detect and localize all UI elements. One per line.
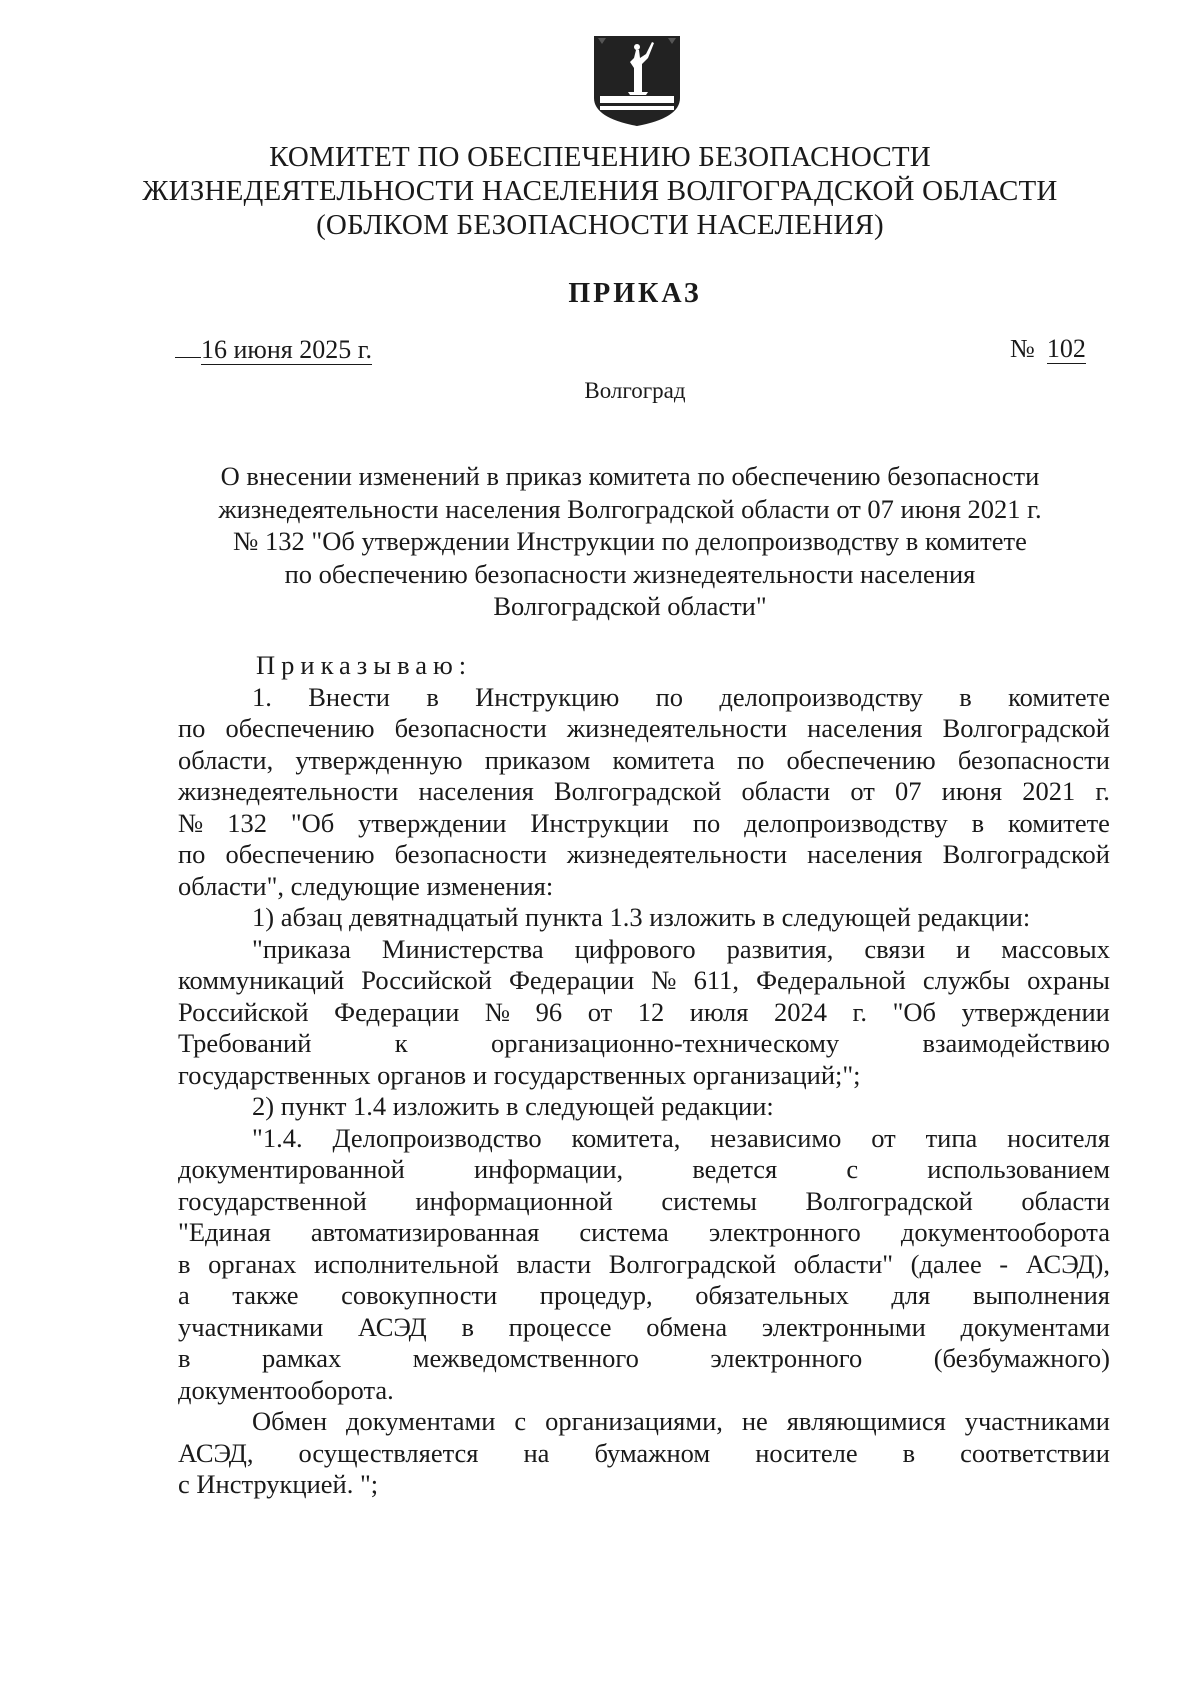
body-word: связи: [864, 933, 926, 964]
body-line: [178, 1280, 1110, 1312]
body-word: документами: [346, 1406, 496, 1436]
body-word: ведется: [692, 1154, 778, 1184]
body-word: АСЭД,: [178, 1437, 254, 1468]
body-word: Министерства: [381, 933, 544, 964]
body-word: обеспечению: [225, 713, 375, 743]
body-word: в: [959, 681, 972, 712]
body-word: в: [971, 807, 985, 838]
body-line: области", следующие изменения:: [178, 870, 554, 901]
volgograd-coat-of-arms-emblem: [590, 34, 684, 128]
body-word: Инструкции: [530, 807, 669, 838]
body-word: по: [178, 839, 206, 869]
body-word: процедур,: [539, 1280, 653, 1310]
body-word: г.: [852, 996, 868, 1027]
body-line: [178, 965, 1110, 997]
body-word: информационной: [415, 1185, 613, 1216]
city-name: Волгоград: [584, 378, 686, 403]
body-word: Федеральной: [756, 965, 906, 995]
body-word: носителя: [1007, 1122, 1110, 1153]
body-word: населения: [807, 713, 923, 743]
body-word: утверждении: [961, 996, 1110, 1027]
body-word: 12: [637, 996, 665, 1027]
body-word: комитета: [612, 744, 715, 775]
body-word: государственной: [178, 1185, 367, 1216]
body-word: АСЭД: [357, 1311, 427, 1342]
body-word: "приказа: [252, 933, 351, 964]
order-number: [1010, 333, 1086, 365]
body-word: делопроизводству: [719, 681, 923, 712]
organization-header: [120, 140, 1080, 242]
body-word: июня: [941, 776, 1003, 806]
org-line: ЖИЗНЕДЕЯТЕЛЬНОСТИ НАСЕЛЕНИЯ ВОЛГОГРАДСКОЙ ОБЛАСТИ: [142, 175, 1058, 207]
body-word: документированной: [178, 1154, 405, 1184]
body-word: взаимодействию: [922, 1028, 1110, 1058]
body-line: [178, 1343, 1110, 1375]
body-line: [178, 1186, 1110, 1218]
body-word: участниками: [178, 1311, 324, 1342]
order-subject: [120, 460, 1140, 623]
body-word: безопасности: [394, 839, 547, 869]
body-word: области: [1021, 1185, 1110, 1216]
body-word: не: [741, 1406, 768, 1436]
body-word: с: [514, 1406, 527, 1436]
body-word: участниками: [964, 1406, 1110, 1436]
body-word: на: [523, 1437, 550, 1468]
body-word: являющимися: [786, 1406, 946, 1436]
body-word: власти: [516, 1248, 592, 1279]
order-word: Приказываю:: [256, 650, 473, 680]
body-line: 1) абзац девятнадцатый пункта 1.3 изложить в следующей редакции:: [252, 902, 1031, 932]
body-word: "Об: [290, 807, 335, 838]
body-word: независимо: [710, 1122, 842, 1153]
body-word: жизнедеятельности: [566, 839, 788, 869]
org-line: КОМИТЕТ ПО ОБЕСПЕЧЕНИЮ БЕЗОПАСНОСТИ: [269, 141, 931, 173]
body-word: Волгоградской: [553, 776, 722, 806]
body-line: [178, 682, 1110, 714]
body-word: межведомственного: [412, 1343, 639, 1373]
body-word: исполнительной: [314, 1248, 499, 1279]
body-word: электронного: [708, 1217, 861, 1247]
body-word: организационно-техническому: [490, 1028, 840, 1058]
body-word: организациями,: [545, 1406, 723, 1436]
body-word: в: [178, 1343, 191, 1373]
body-word: комитета,: [571, 1122, 681, 1153]
body-word: Российской: [178, 996, 309, 1027]
body-word: в: [426, 681, 439, 712]
body-line: с Инструкцией. ";: [178, 1469, 379, 1499]
body-word: Делопроизводство: [332, 1122, 542, 1153]
body-word: для: [891, 1280, 931, 1310]
body-word: Требований: [178, 1028, 312, 1058]
body-word: электронными: [761, 1311, 926, 1342]
body-word: типа: [925, 1122, 978, 1153]
body-line: [178, 1154, 1110, 1186]
body-word: области,: [178, 744, 274, 775]
body-word: массовых: [1001, 933, 1110, 964]
subject-line: жизнедеятельности населения Волгоградской области от 07 июня 2021 г.: [218, 493, 1042, 524]
body-line: [178, 839, 1110, 871]
body-line: [178, 1249, 1110, 1281]
body-word: Российской: [361, 965, 492, 995]
body-word: обеспечению: [786, 744, 936, 775]
subject-line: Волгоградской области": [493, 591, 767, 621]
body-line: 2) пункт 1.4 изложить в следующей редакции:: [252, 1091, 774, 1121]
body-word: обязательных: [695, 1280, 849, 1310]
body-word: Волгоградской: [608, 1248, 777, 1279]
body-word: населения: [418, 776, 534, 806]
body-word: жизнедеятельности: [566, 713, 788, 743]
body-word: №: [651, 965, 677, 995]
body-word: 132: [227, 807, 267, 838]
subject-line: по обеспечению безопасности жизнедеятельности населения: [284, 558, 976, 589]
body-line: документооборота.: [178, 1374, 394, 1405]
body-word: Волгоградской: [805, 1185, 973, 1216]
body-word: №: [484, 996, 511, 1027]
body-word: 1.: [252, 681, 272, 712]
body-word: развития,: [726, 933, 834, 964]
body-word: Федерации: [508, 965, 635, 995]
body-word: утверждении: [358, 807, 507, 838]
order-body: [178, 650, 1110, 1501]
body-word: электронного: [710, 1343, 863, 1373]
body-line: [178, 997, 1110, 1029]
body-word: Внести: [308, 681, 390, 712]
body-word: документами: [960, 1311, 1110, 1342]
body-word: по: [692, 807, 721, 838]
body-word: 07: [894, 776, 922, 806]
body-word: коммуникаций: [178, 965, 345, 995]
body-word: безопасности: [957, 744, 1110, 775]
body-word: №: [178, 807, 204, 838]
body-word: от: [587, 996, 613, 1027]
body-word: комитете: [1008, 681, 1110, 712]
body-word: с: [846, 1154, 859, 1184]
body-word: службы: [922, 965, 1011, 995]
body-line: [178, 1406, 1110, 1438]
body-line: [178, 1438, 1110, 1470]
body-word: к: [394, 1028, 408, 1058]
body-line: [178, 1028, 1110, 1060]
body-word: в: [902, 1437, 916, 1468]
date-blank-line: [175, 333, 201, 358]
body-word: "1.4.: [252, 1122, 303, 1153]
body-word: г.: [1095, 776, 1110, 806]
body-word: безопасности: [394, 713, 547, 743]
body-word: комитете: [1008, 807, 1110, 838]
body-word: автоматизированная: [310, 1217, 540, 1247]
body-word: по: [178, 713, 206, 743]
body-word: Волгоградской: [942, 713, 1110, 743]
number-value: 102: [1046, 334, 1086, 363]
body-word: области": [793, 1248, 894, 1279]
body-word: система: [579, 1217, 669, 1247]
body-word: от: [871, 1122, 896, 1153]
subject-line: О внесении изменений в приказ комитета по обеспечению безопасности: [220, 461, 1040, 491]
body-line: [178, 1123, 1110, 1155]
body-word: от: [850, 776, 875, 806]
body-word: Федерации: [334, 996, 460, 1027]
body-word: населения: [807, 839, 923, 869]
body-word: обмена: [646, 1311, 728, 1342]
body-word: процессе: [508, 1311, 612, 1342]
document-type-title: ПРИКАЗ: [568, 278, 702, 309]
body-word: приказом: [484, 744, 591, 775]
body-word: 96: [535, 996, 563, 1027]
body-line: [178, 745, 1110, 777]
body-line: [178, 808, 1110, 840]
body-word: делопроизводству: [744, 807, 948, 838]
body-word: "Единая: [178, 1217, 271, 1247]
body-line: [178, 713, 1110, 745]
body-line: [178, 934, 1110, 966]
body-word: 2024: [774, 996, 827, 1027]
body-word: носителе: [755, 1437, 858, 1468]
body-word: жизнедеятельности: [178, 776, 399, 806]
body-word: в: [461, 1311, 474, 1342]
org-line: (ОБЛКОМ БЕЗОПАСНОСТИ НАСЕЛЕНИЯ): [316, 209, 884, 241]
body-word: органах: [208, 1248, 297, 1279]
body-word: Волгоградской: [942, 839, 1110, 869]
number-sign: №: [1010, 334, 1035, 363]
body-word: -: [999, 1248, 1009, 1279]
body-word: бумажном: [594, 1437, 711, 1468]
body-word: также: [232, 1280, 299, 1310]
body-word: 2021: [1022, 776, 1076, 806]
body-word: по: [736, 744, 765, 775]
body-word: АСЭД),: [1025, 1248, 1110, 1279]
body-word: осуществляется: [298, 1437, 479, 1468]
body-word: рамках: [261, 1343, 342, 1373]
body-word: по: [655, 681, 684, 712]
body-word: июля: [689, 996, 749, 1027]
body-word: охраны: [1027, 965, 1110, 995]
body-word: (далее: [910, 1248, 982, 1279]
body-word: Инструкцию: [475, 681, 620, 712]
body-word: системы: [661, 1185, 757, 1216]
body-word: утвержденную: [295, 744, 463, 775]
body-word: области: [741, 776, 831, 806]
body-word: "Об: [892, 996, 937, 1027]
body-word: 611,: [693, 965, 739, 995]
body-word: обеспечению: [225, 839, 375, 869]
body-word: документооборота: [900, 1217, 1110, 1247]
body-word: использованием: [927, 1154, 1110, 1184]
body-line: [178, 776, 1110, 808]
order-date: [175, 333, 372, 366]
body-word: выполнения: [972, 1280, 1110, 1310]
body-word: соответствии: [960, 1437, 1110, 1468]
body-word: совокупности: [341, 1280, 498, 1310]
body-word: а: [178, 1280, 190, 1310]
subject-line: № 132 "Об утверждении Инструкции по делопроизводству в комитете: [233, 526, 1027, 556]
body-word: цифрового: [574, 933, 696, 964]
body-line: [178, 1312, 1110, 1344]
body-line: государственных органов и государственных организаций;";: [178, 1059, 861, 1090]
date-value: 16 июня 2025 г.: [201, 335, 372, 364]
body-line: [178, 1217, 1110, 1249]
body-word: информации,: [474, 1154, 624, 1184]
body-word: Обмен: [252, 1406, 328, 1436]
body-word: (безбумажного): [933, 1343, 1110, 1373]
body-word: и: [956, 933, 971, 964]
body-word: в: [178, 1248, 191, 1279]
